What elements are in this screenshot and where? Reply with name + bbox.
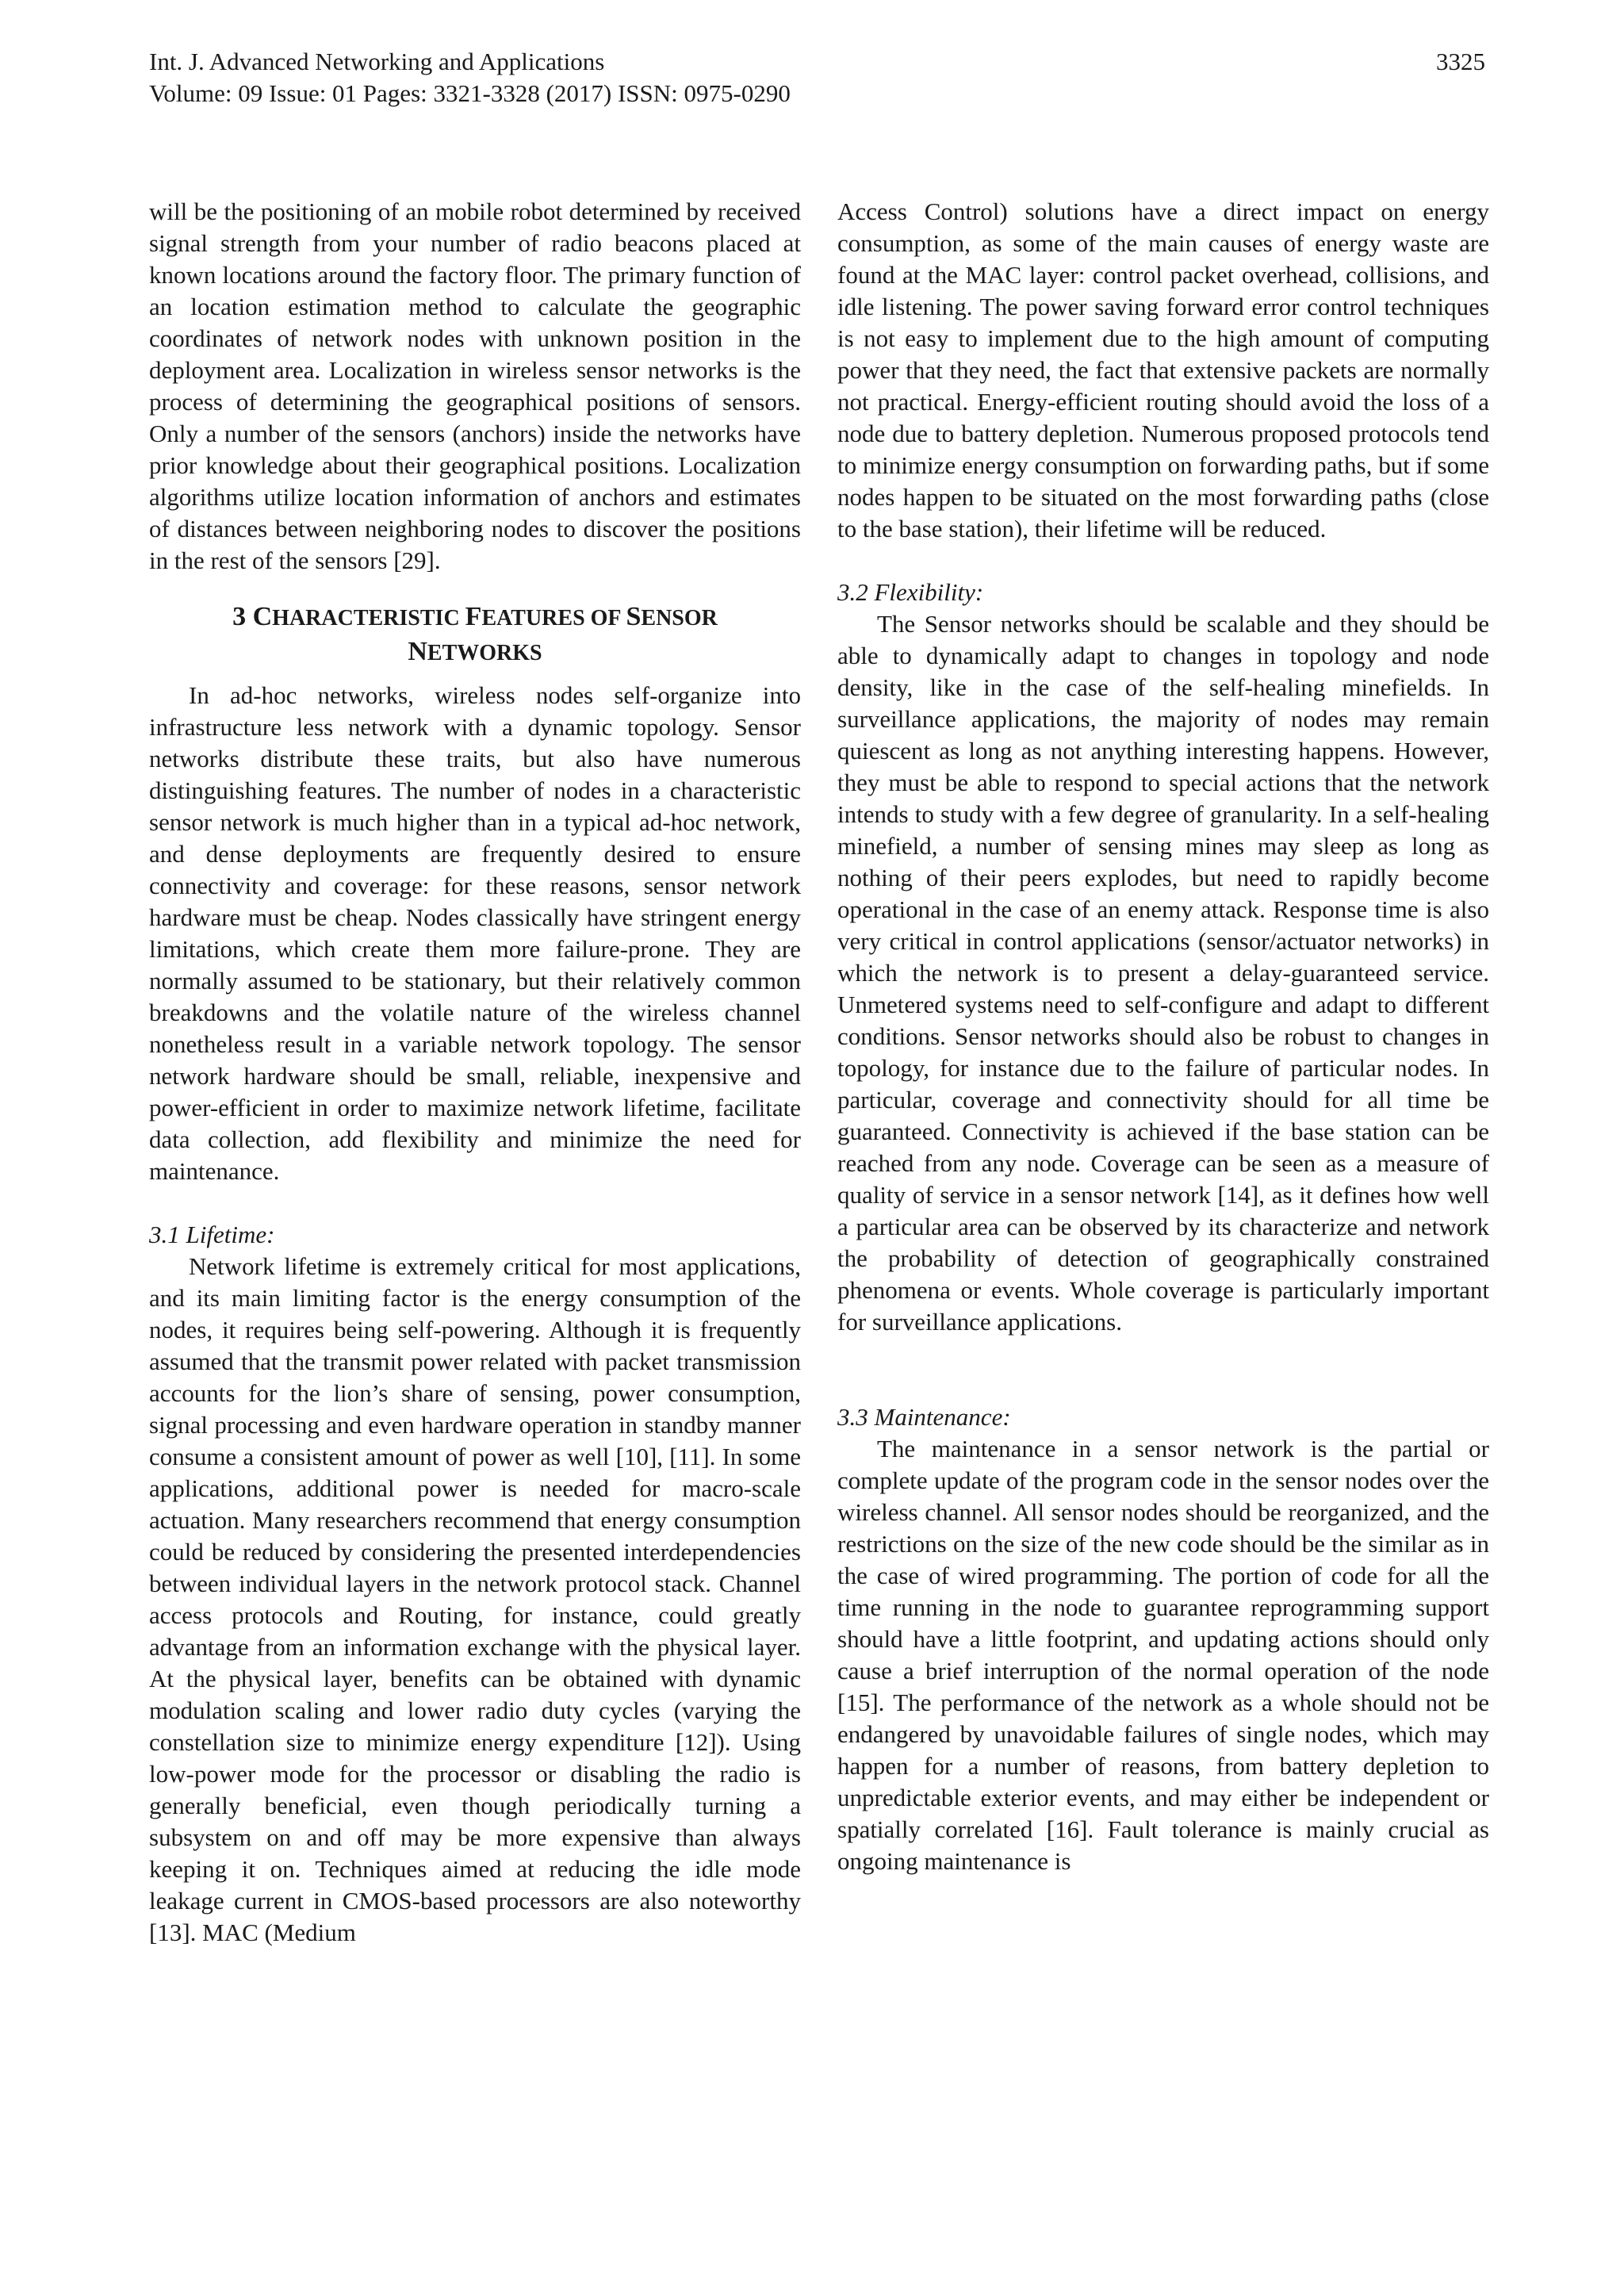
- subsection-3-3-heading: 3.3 Maintenance:: [837, 1403, 1011, 1431]
- section-3-title: [149, 600, 801, 670]
- subsection-3-3-paragraph: The maintenance in a sensor network is the partial or complete update of the program code in the sensor nodes over the wireless channel. All sensor nodes should be reorganized, and the restrictions on the size of the new code should be the similar as in the case of wired programming. The portion of code for all the time running in the node to guarantee reprogramming support should have a little footprint, and updating actions should only cause a brief interruption of the normal operation of the node [15]. The performance of the network as a whole should not be endangered by unavoidable failures of single nodes, which may happen for a number of reasons, from battery depletion to unpredictable exterior events, and may either be independent or spatially correlated [16]. Fault tolerance is mainly crucial as ongoing maintenance is: [837, 1435, 1489, 1875]
- page-number: 3325: [1436, 48, 1485, 75]
- journal-title: Int. J. Advanced Networking and Applications: [149, 48, 605, 75]
- running-header: [149, 46, 1485, 109]
- volume-info: Volume: 09 Issue: 01 Pages: 3321-3328 (2017) ISSN: 0975-0290: [149, 79, 791, 107]
- left-column: [149, 196, 801, 1949]
- right-column: [837, 196, 1489, 1877]
- subsection-3-2-paragraph: The Sensor networks should be scalable and they should be able to dynamically adapt to changes in topology and node density, like in the case of the self-healing minefields. In surveillance applications, the majority of nodes may remain quiescent as long as not anything interesting happens. However, they must be able to respond to special actions that the network intends to study with a few degree of granularity. In a self-healing minefield, a number of sensing mines may sleep as long as nothing of their peers explodes, but need to rapidly become operational in the case of an enemy attack. Response time is also very critical in control applications (sensor/actuator networks) in which the network is to present a delay-guaranteed service. Unmetered systems need to self-configure and adapt to different conditions. Sensor networks should also be robust to changes in topology, for instance due to the failure of particular nodes. In particular, coverage and connectivity should for all time be guaranteed. Connectivity is achieved if the base station can be reached from any node. Coverage can be seen as a measure of quality of service in a sensor network [14], as it defines how well a particular area can be observed by its characterize and network the probability of detection of geographically constrained phenomena or events. Whole coverage is particularly important for surveillance applications.: [837, 610, 1489, 1336]
- continued-paragraph: Access Control) solutions have a direct impact on energy consumption, as some of the main causes of energy waste are found at the MAC layer: control packet overhead, collisions, and idle listening. The power saving forward error control techniques is not easy to implement due to the high amount of computing power that they need, the fact that extensive packets are normally not practical. Energy-efficient routing should avoid the loss of a node due to battery depletion. Numerous proposed protocols tend to minimize energy consumption on forwarding paths, but if some nodes happen to be situated on the most forwarding paths (close to the base station), their lifetime will be reduced.: [837, 197, 1489, 542]
- section-3-title-text: 3 CHARACTERISTIC FEATURES OF SENSOR NETWORKS: [232, 602, 718, 666]
- subsection-3-1-heading: 3.1 Lifetime:: [149, 1221, 275, 1248]
- section-3-paragraph: In ad-hoc networks, wireless nodes self-organize into infrastructure less network with a dynamic topology. Sensor networks distribute these traits, but also have numerous distinguishing features. The number of nodes in a characteristic sensor network is much higher than in a typical ad-hoc network, and dense deployments are frequently desired to ensure connectivity and coverage: for these reasons, sensor network hardware must be cheap. Nodes classically have stringent energy limitations, which create them more failure-prone. They are normally assumed to be stationary, but their relatively common breakdowns and the volatile nature of the wireless channel nonetheless result in a variable network topology. The sensor network hardware should be small, reliable, inexpensive and power-efficient in order to maximize network lifetime, facilitate data collection, add flexibility and minimize the need for maintenance.: [149, 681, 801, 1185]
- subsection-3-1-paragraph: Network lifetime is extremely critical for most applications, and its main limiting factor is the energy consumption of the nodes, it requires being self-powering. Although it is frequently assumed that the transmit power related with packet transmission accounts for the lion’s share of sensing, power consumption, signal processing and even hardware operation in standby manner consume a consistent amount of power as well [10], [11]. In some applications, additional power is needed for macro-scale actuation. Many researchers recommend that energy consumption could be reduced by considering the presented interdependencies between individual layers in the network protocol stack. Channel access protocols and Routing, for instance, could greatly advantage from an information exchange with the physical layer. At the physical layer, benefits can be obtained with dynamic modulation scaling and lower radio duty cycles (varying the constellation size to minimize energy expenditure [12]). Using low-power mode for the processor or disabling the radio is generally beneficial, even though periodically turning a subsystem on and off may be more expensive than always keeping it on. Techniques aimed at reducing the idle mode leakage current in CMOS-based processors are also noteworthy [13]. MAC (Medium: [149, 1252, 801, 1946]
- intro-paragraph: will be the positioning of an mobile robot determined by received signal strength from your number of radio beacons placed at known locations around the factory floor. The primary function of an location estimation method to calculate the geographic coordinates of network nodes with unknown position in the deployment area. Localization in wireless sensor networks is the process of determining the geographical positions of sensors. Only a number of the sensors (anchors) inside the networks have prior knowledge about their geographical positions. Localization algorithms utilize location information of anchors and estimates of distances between neighboring nodes to discover the positions in the rest of the sensors [29].: [149, 197, 801, 574]
- subsection-3-2-heading: 3.2 Flexibility:: [837, 578, 984, 606]
